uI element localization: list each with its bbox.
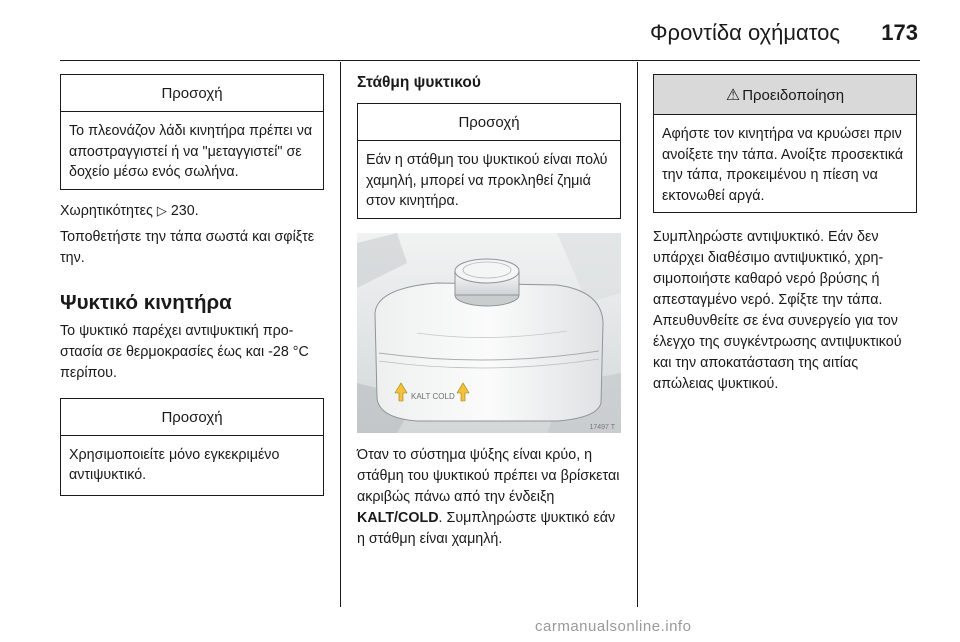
column-2 [357, 74, 621, 550]
capacities-page-link[interactable]: 230. [170, 202, 199, 219]
description-text: Όταν το σύστημα ψύξης είναι κρύο, η στάθμη του ψυκτικού πρέπει να βρίσκεται ακριβώς πάνω από την ένδειξη [357, 446, 620, 505]
coolant-text: Το ψυκτικό παρέχει αντιψυκτική προστασία σε θερμοκρασίες έως και -28 °C περίπου. [60, 322, 309, 381]
warning-triangle-icon: ⚠ [725, 87, 741, 104]
capacities-reference [60, 200, 324, 222]
page-header [0, 0, 960, 62]
caution-body: Το πλεονάζον λάδι κινητήρα πρέπει να αποστραγγιστεί ή να "μεταγγιστεί" σε δοχείο μέσω ενός σωλήνα. [69, 123, 313, 180]
coolant-level-heading: Στάθμη ψυκτικού [357, 74, 481, 91]
column-3 [653, 74, 917, 395]
page-reference-arrow-icon: ▷ [156, 202, 167, 218]
caution-body: Χρησιμοποιείτε μόνο εγκεκριμένο αντιψυκτικό. [69, 446, 280, 483]
kalt-cold-label: KALT/COLD [357, 509, 439, 526]
page-number: 173 [881, 20, 918, 45]
tighten-cap-text: Τοποθετήστε την τάπα σωστά και σφίξτε την. [60, 228, 315, 266]
caution-title: Προσοχή [358, 104, 620, 141]
warning-title: Προειδοποίηση [742, 87, 845, 104]
warning-body: Αφήστε τον κινητήρα να κρυώσει πριν ανοίξετε την τάπα. Ανοίξτε προσεκτικά την τάπα, προκειμένου η πίεση να εκτονωθεί αργά. [662, 126, 904, 204]
caution-box-level [357, 103, 621, 219]
warning-box [653, 74, 917, 213]
caution-box-oil [60, 74, 324, 190]
column-1 [60, 74, 324, 496]
column-divider-1 [340, 62, 341, 607]
caution-title: Προσοχή [61, 399, 323, 436]
coolant-heading: Ψυκτικό κινητήρα [60, 290, 232, 314]
header-title: Φροντίδα οχήματος [650, 20, 840, 45]
coolant-reservoir-photo [357, 233, 621, 433]
figure-number: 17497 T [589, 423, 615, 431]
header-rule [60, 60, 920, 61]
refill-instructions: Συμπληρώστε αντιψυκτικό. Εάν δεν υπάρχει διαθέσιμο αντιψυκτικό, χρησιμοποιήστε καθαρό νερό βρύσης ή απεσταγμένο νερό. Σφίξτε την τάπα. Απευθυνθείτε σε ένα συνεργείο για τον έλεγχο της συγκέντρωσης αντιψυκτικού και την αποκατάσταση της αιτίας απώλειας ψυκτικού. [653, 229, 902, 392]
caution-body: Εάν η στάθμη του ψυκτικού είναι πολύ χαμηλή, μπορεί να προκληθεί ζημιά στον κινητήρα. [366, 152, 608, 209]
description-text-end: . Συμπληρώστε ψυκτικό εάν η στάθμη είναι χαμηλή. [357, 509, 616, 547]
tank-marking-text: KALT COLD [411, 391, 455, 401]
coolant-level-description [357, 445, 621, 550]
caution-box-antifreeze [60, 398, 324, 496]
warning-title-bar [654, 75, 916, 115]
footer-watermark: carmanualsonline.info [535, 618, 692, 635]
column-divider-2 [637, 62, 638, 607]
caution-title: Προσοχή [61, 75, 323, 112]
capacities-label: Χωρητικότητες [60, 202, 153, 219]
